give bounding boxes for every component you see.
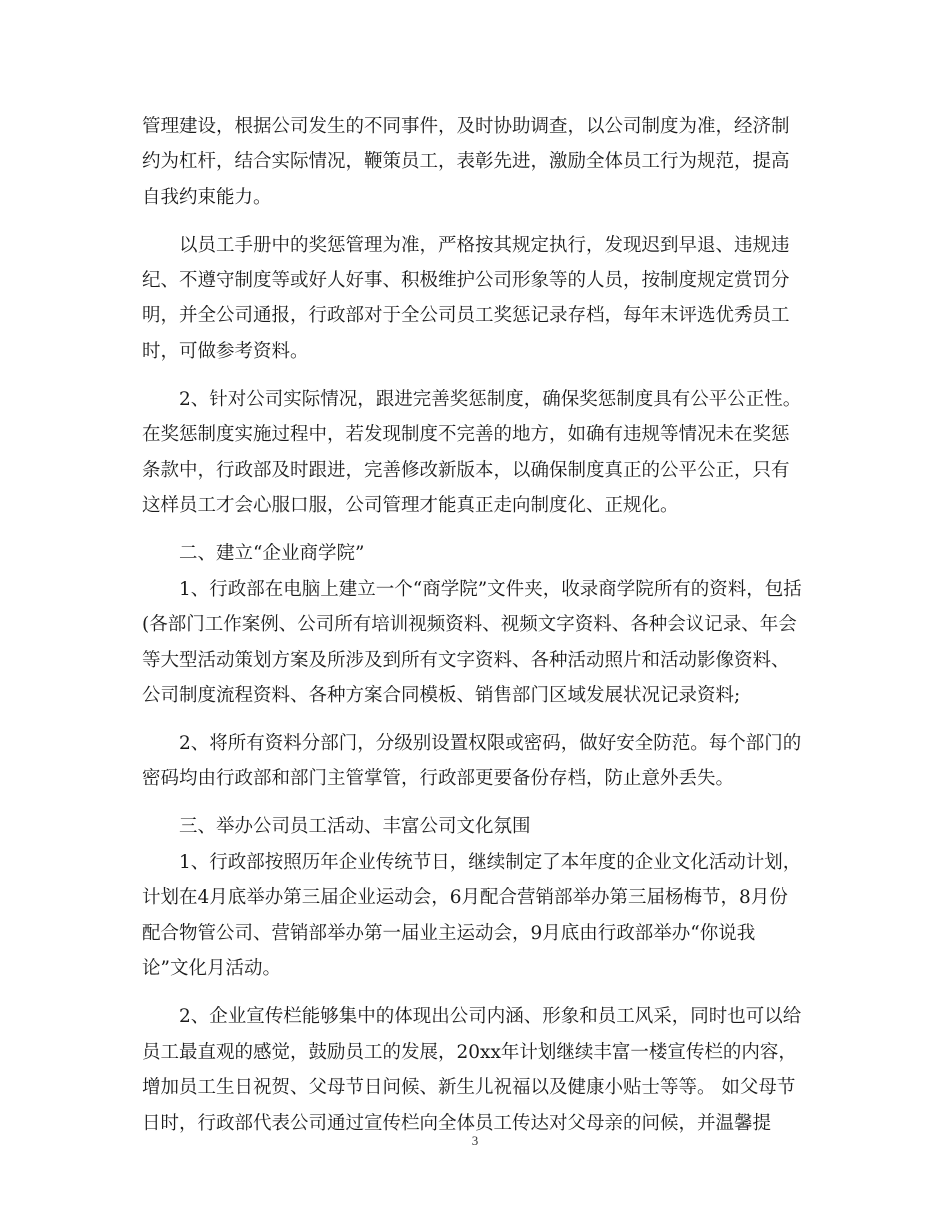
text-line: 管理建设，根据公司发生的不同事件，及时协助调查，以公司制度为准，经济制 — [142, 116, 790, 137]
text-line: 2、企业宣传栏能够集中的体现出公司内涵、形象和员工风采，同时也可以给 — [142, 1006, 802, 1027]
text-line: 条款中，行政部及时跟进，完善修改新版本，以确保制度真正的公平公正，只有 — [142, 460, 790, 481]
text-line: 三、举办公司员工活动、丰富公司文化氛围 — [142, 816, 531, 837]
text-line: 约为杠杆，结合实际情况，鞭策员工，表彰先进，激励全体员工行为规范，提高 — [142, 151, 790, 172]
text-line: 2、针对公司实际情况，跟进完善奖惩制度，确保奖惩制度具有公平公正性。 — [142, 389, 802, 410]
text-line: 以员工手册中的奖惩管理为准，严格按其规定执行，发现迟到早退、违规违 — [142, 235, 790, 256]
text-line: 配合物管公司、营销部举办第一届业主运动会，9月底由行政部举办“你说我 — [142, 923, 756, 944]
text-line: 时，可做参考资料。 — [142, 341, 309, 362]
text-line: 在奖惩制度实施过程中，若发现制度不完善的地方，如确有违规等情况未在奖惩 — [142, 424, 790, 445]
text-line: (各部门工作案例、公司所有培训视频资料、视频文字资料、各种会议记录、年会 — [142, 614, 797, 635]
text-line: 二、建立“企业商学院” — [142, 543, 365, 564]
text-line: 纪、不遵守制度等或好人好事、积极维护公司形象等的人员，按制度规定赏罚分 — [142, 270, 790, 291]
text-line: 1、行政部在电脑上建立一个“商学院”文件夹，收录商学院所有的资料，包括 — [142, 579, 802, 600]
text-line: 2、将所有资料分部门，分级别设置权限或密码，做好安全防范。每个部门的 — [142, 733, 802, 754]
text-line: 明，并全公司通报，行政部对于全公司员工奖惩记录存档，每年末评选优秀员工 — [142, 305, 790, 326]
text-line: 等大型活动策划方案及所涉及到所有文字资料、各种活动照片和活动影像资料、 — [142, 650, 790, 671]
text-line: 论”文化月活动。 — [142, 958, 281, 979]
text-line: 计划在4月底举办第三届企业运动会，6月配合营销部举办第三届杨梅节，8月份 — [142, 887, 788, 908]
page-number: 3 — [471, 1133, 479, 1148]
text-line: 1、行政部按照历年企业传统节日，继续制定了本年度的企业文化活动计划， — [142, 852, 802, 873]
text-line: 这样员工才会心服口服，公司管理才能真正走向制度化、正规化。 — [142, 495, 679, 516]
text-line: 密码均由行政部和部门主管掌管，行政部更要备份存档，防止意外丢失。 — [142, 768, 735, 789]
text-line: 公司制度流程资料、各种方案合同模板、销售部门区域发展状况记录资料; — [142, 685, 741, 706]
text-line: 员工最直观的感觉，鼓励员工的发展，20xx年计划继续丰富一楼宣传栏的内容， — [142, 1042, 797, 1063]
text-line: 日时，行政部代表公司通过宣传栏向全体员工传达对父母亲的问候，并温馨提 — [142, 1113, 772, 1134]
text-line: 自我约束能力。 — [142, 187, 272, 208]
text-line: 增加员工生日祝贺、父母节日问候、新生儿祝福以及健康小贴士等等。 如父母节 — [142, 1077, 796, 1098]
